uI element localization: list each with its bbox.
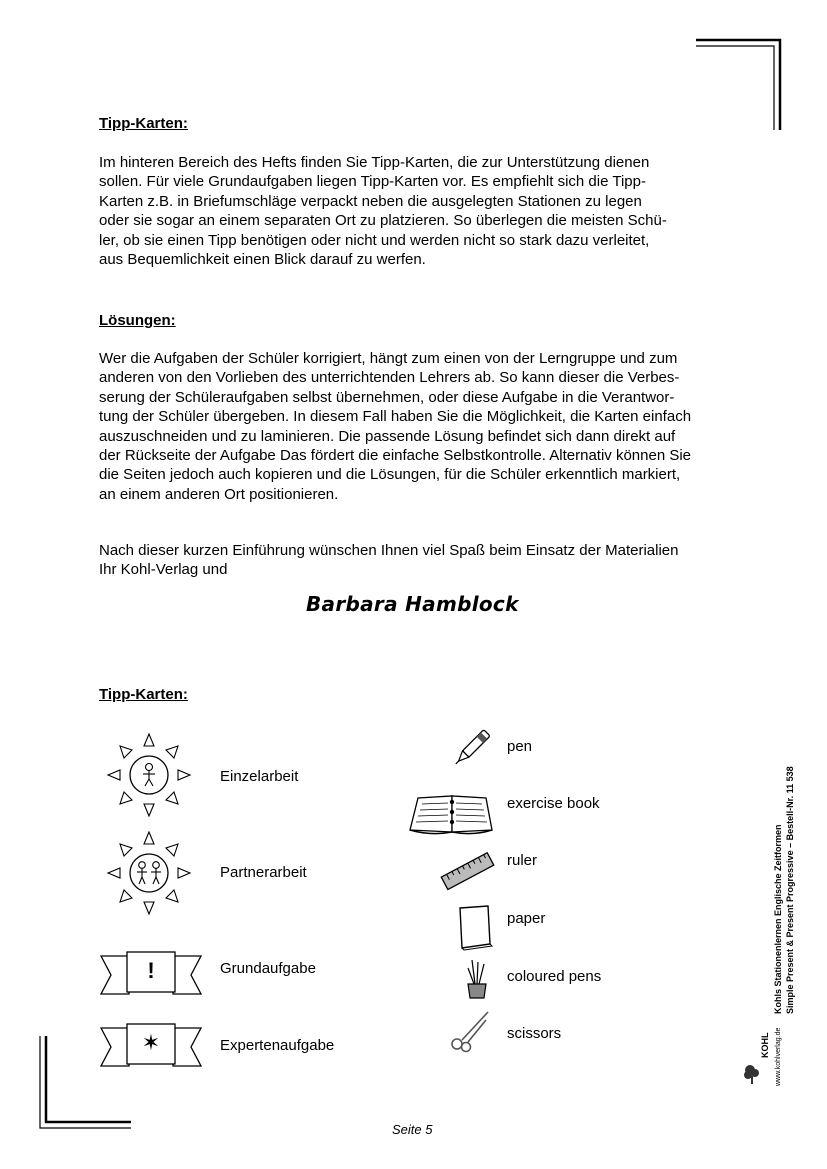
sidebar-title: Kohls Stationenlernen Englische Zeitformen bbox=[773, 824, 783, 1014]
pen-icon bbox=[448, 726, 494, 770]
page-number: Seite 5 bbox=[392, 1122, 433, 1137]
legend-label-coloured-pens: coloured pens bbox=[507, 968, 602, 985]
publisher-url: www.kohlverlag.de bbox=[775, 1027, 782, 1086]
legend-label-partnerarbeit: Partnerarbeit bbox=[220, 864, 307, 881]
sun-two-children-icon bbox=[106, 830, 192, 916]
legend-label-paper: paper bbox=[507, 910, 546, 927]
loesungen-text: Wer die Aufgaben der Schüler korrigiert, hängt zum einen von der Lerngruppe und zum anderen von den Vorlieben des unterrichtenden Lehrers ab. So kann dieser die Verbes- serung der Schüleraufgaben selbst übernehmen, oder diese Aufgabe in die Verantwor- tung der Schüler übergeben. In diesem Fall haben Sie die Möglichkeit, die Karten einfach auszuschneiden und zu laminieren. Die passende Lösung befindet sich dann direkt auf der Rückseite der Aufgabe Das fördert die einfache Selbstkontrolle. Alternativ können Sie die Seiten jedoch auch kopieren und die Lösungen, für die Schüler erkenntlich markiert, an einem anderen Ort positionieren. bbox=[99, 350, 692, 503]
legend-label-pen: pen bbox=[507, 738, 533, 755]
loesungen-heading: Lösungen: bbox=[99, 312, 176, 329]
legend-label-scissors: scissors bbox=[507, 1025, 562, 1042]
coloured-pens-icon bbox=[462, 958, 492, 1000]
exercise-book-icon bbox=[408, 790, 494, 834]
top-right-corner-ornament bbox=[690, 38, 790, 138]
scissors-icon bbox=[448, 1010, 492, 1052]
paper-icon bbox=[454, 904, 494, 950]
sidebar-subtitle: Simple Present & Present Progressive – Bestell-Nr. 11 538 bbox=[785, 766, 795, 1014]
ruler-icon bbox=[440, 850, 496, 894]
legend-label-exercise-book: exercise book bbox=[507, 795, 600, 812]
tipp-karten-text: Im hinteren Bereich des Hefts finden Sie Tipp-Karten, die zur Unterstützung dienen sollen. Für viele Grundaufgaben liegen Tipp-Karten vor. Es empfiehlt sich die Tipp- Karten z.B. in Briefumschläge verpackt neben die ausgelegten Stationen zu legen oder sie sogar an einem separaten Ort zu platzieren. So überlegen die meisten Schü- ler, ob sie einen Tipp benötigen oder nicht und werden nicht so stark dazu verleitet, aus Bequemlichkeit einen Blick darauf zu werfen. bbox=[99, 154, 667, 269]
legend-label-einzelarbeit: Einzelarbeit bbox=[220, 768, 299, 785]
legend-label-ruler: ruler bbox=[507, 852, 538, 869]
banner-exclamation-icon bbox=[99, 950, 203, 998]
tipp-karten-legend-heading: Tipp-Karten: bbox=[99, 686, 188, 703]
author-signature: Barbara Hamblock bbox=[306, 592, 519, 616]
legend-label-grundaufgabe: Grundaufgabe bbox=[220, 960, 316, 977]
publisher-logo-text: KOHL bbox=[760, 1032, 770, 1058]
banner-exclamation-symbol: ! bbox=[147, 958, 155, 983]
legend-label-expertenaufgabe: Expertenaufgabe bbox=[220, 1037, 335, 1054]
publisher-logo-tree-icon bbox=[742, 1062, 762, 1086]
sun-single-child-icon bbox=[106, 732, 192, 818]
tipp-karten-heading: Tipp-Karten: bbox=[99, 115, 188, 132]
banner-star-symbol: ✶ bbox=[141, 1030, 161, 1055]
closing-text: Nach dieser kurzen Einführung wünschen Ihnen viel Spaß beim Einsatz der Materialien Ihr Kohl-Verlag und bbox=[99, 542, 679, 579]
banner-star-icon bbox=[99, 1022, 203, 1070]
